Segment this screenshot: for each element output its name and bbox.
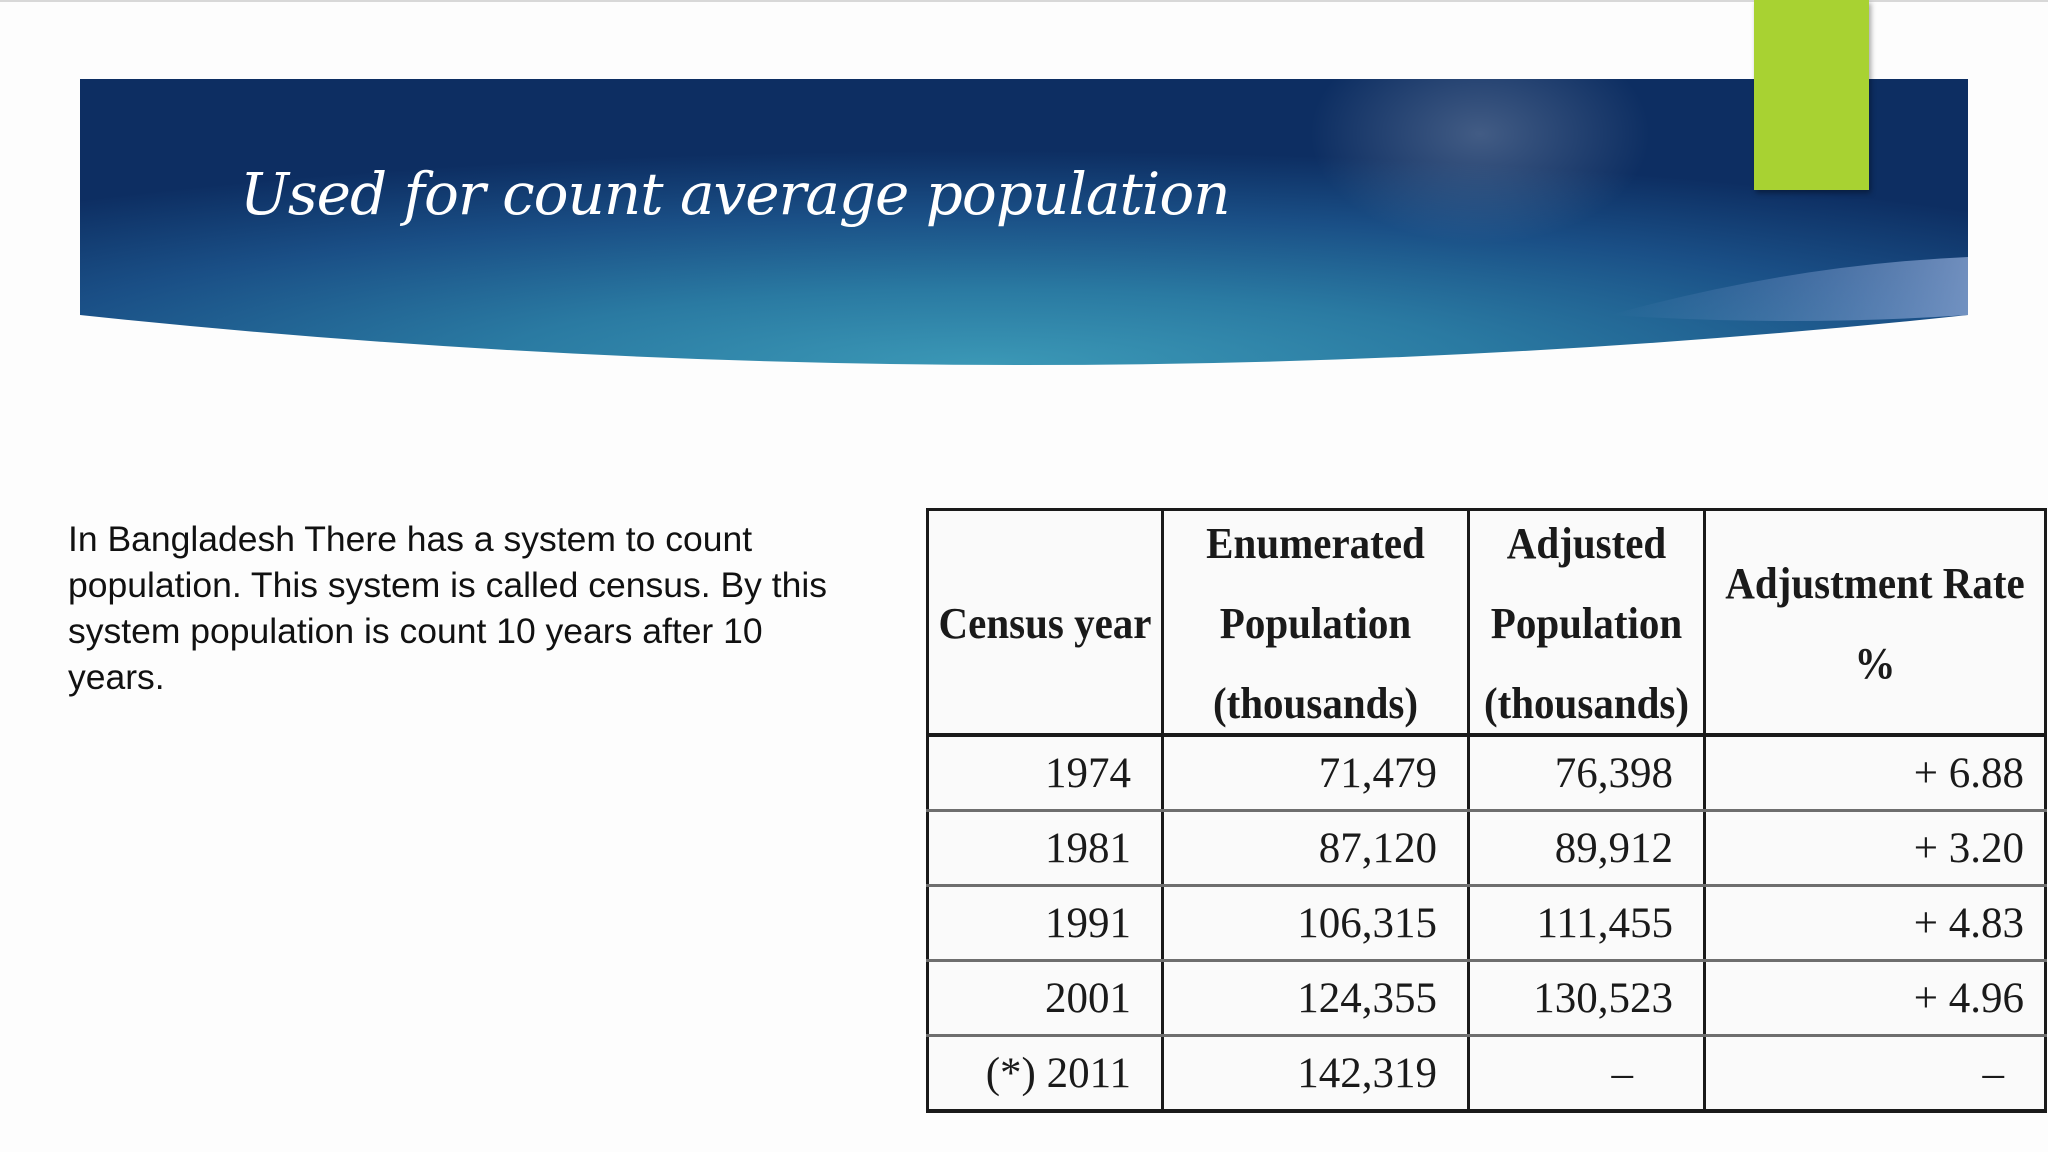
cell-census-year: 1981 bbox=[928, 811, 1163, 886]
top-divider bbox=[0, 0, 2048, 2]
cell-adjusted: 76,398 bbox=[1469, 735, 1705, 811]
header-enumerated-line: Population bbox=[1219, 597, 1412, 647]
cell-adjusted: – bbox=[1469, 1036, 1705, 1112]
header-adjustment-rate-label: Adjustment Rate % bbox=[1725, 557, 2025, 687]
header-enumerated-population bbox=[1163, 500, 1469, 744]
header-enumerated-line: (thousands) bbox=[1212, 677, 1419, 727]
table-row bbox=[928, 811, 2046, 886]
cell-census-year: 1991 bbox=[928, 886, 1163, 961]
table-row bbox=[928, 1036, 2046, 1112]
cell-adjusted: 130,523 bbox=[1469, 961, 1705, 1036]
cell-adjusted: 111,455 bbox=[1469, 886, 1705, 961]
cell-census-year: (*) 2011 bbox=[928, 1036, 1163, 1112]
header-census-year bbox=[928, 500, 1163, 744]
header-census-year-label: Census year bbox=[938, 597, 1152, 647]
table-row bbox=[928, 961, 2046, 1036]
cell-enumerated: 87,120 bbox=[1163, 811, 1469, 886]
cell-enumerated: 142,319 bbox=[1163, 1036, 1469, 1112]
cell-enumerated: 71,479 bbox=[1163, 735, 1469, 811]
header-adjusted-line: Adjusted bbox=[1506, 517, 1667, 567]
cell-adjustment-rate: + 4.96 bbox=[1705, 961, 2046, 1036]
title-banner bbox=[80, 79, 1968, 385]
table-row bbox=[928, 886, 2046, 961]
header-enumerated-line: Enumerated bbox=[1206, 517, 1425, 567]
cell-adjustment-rate: + 3.20 bbox=[1705, 811, 2046, 886]
header-adjustment-rate bbox=[1705, 500, 2046, 744]
cell-adjustment-rate: – bbox=[1705, 1036, 2046, 1112]
body-paragraph: In Bangladesh There has a system to count population. This system is called census. By this system population is count 10 years after 10 years. bbox=[68, 519, 828, 697]
header-adjusted-line: Population bbox=[1490, 597, 1683, 647]
cell-census-year: 2001 bbox=[928, 961, 1163, 1036]
cell-enumerated: 106,315 bbox=[1163, 886, 1469, 961]
table-header-row bbox=[928, 510, 2046, 736]
accent-tab bbox=[1754, 0, 1869, 190]
banner-graphic bbox=[80, 79, 1968, 385]
census-table bbox=[926, 508, 2047, 1113]
cell-adjustment-rate: + 4.83 bbox=[1705, 886, 2046, 961]
cell-adjustment-rate: + 6.88 bbox=[1705, 735, 2046, 811]
header-adjusted-line: (thousands) bbox=[1483, 677, 1690, 727]
slide-title: Used for count average population bbox=[240, 160, 1230, 228]
header-adjusted-population bbox=[1469, 500, 1705, 744]
cell-adjusted: 89,912 bbox=[1469, 811, 1705, 886]
table-row bbox=[928, 735, 2046, 811]
cell-census-year: 1974 bbox=[928, 735, 1163, 811]
cell-enumerated: 124,355 bbox=[1163, 961, 1469, 1036]
